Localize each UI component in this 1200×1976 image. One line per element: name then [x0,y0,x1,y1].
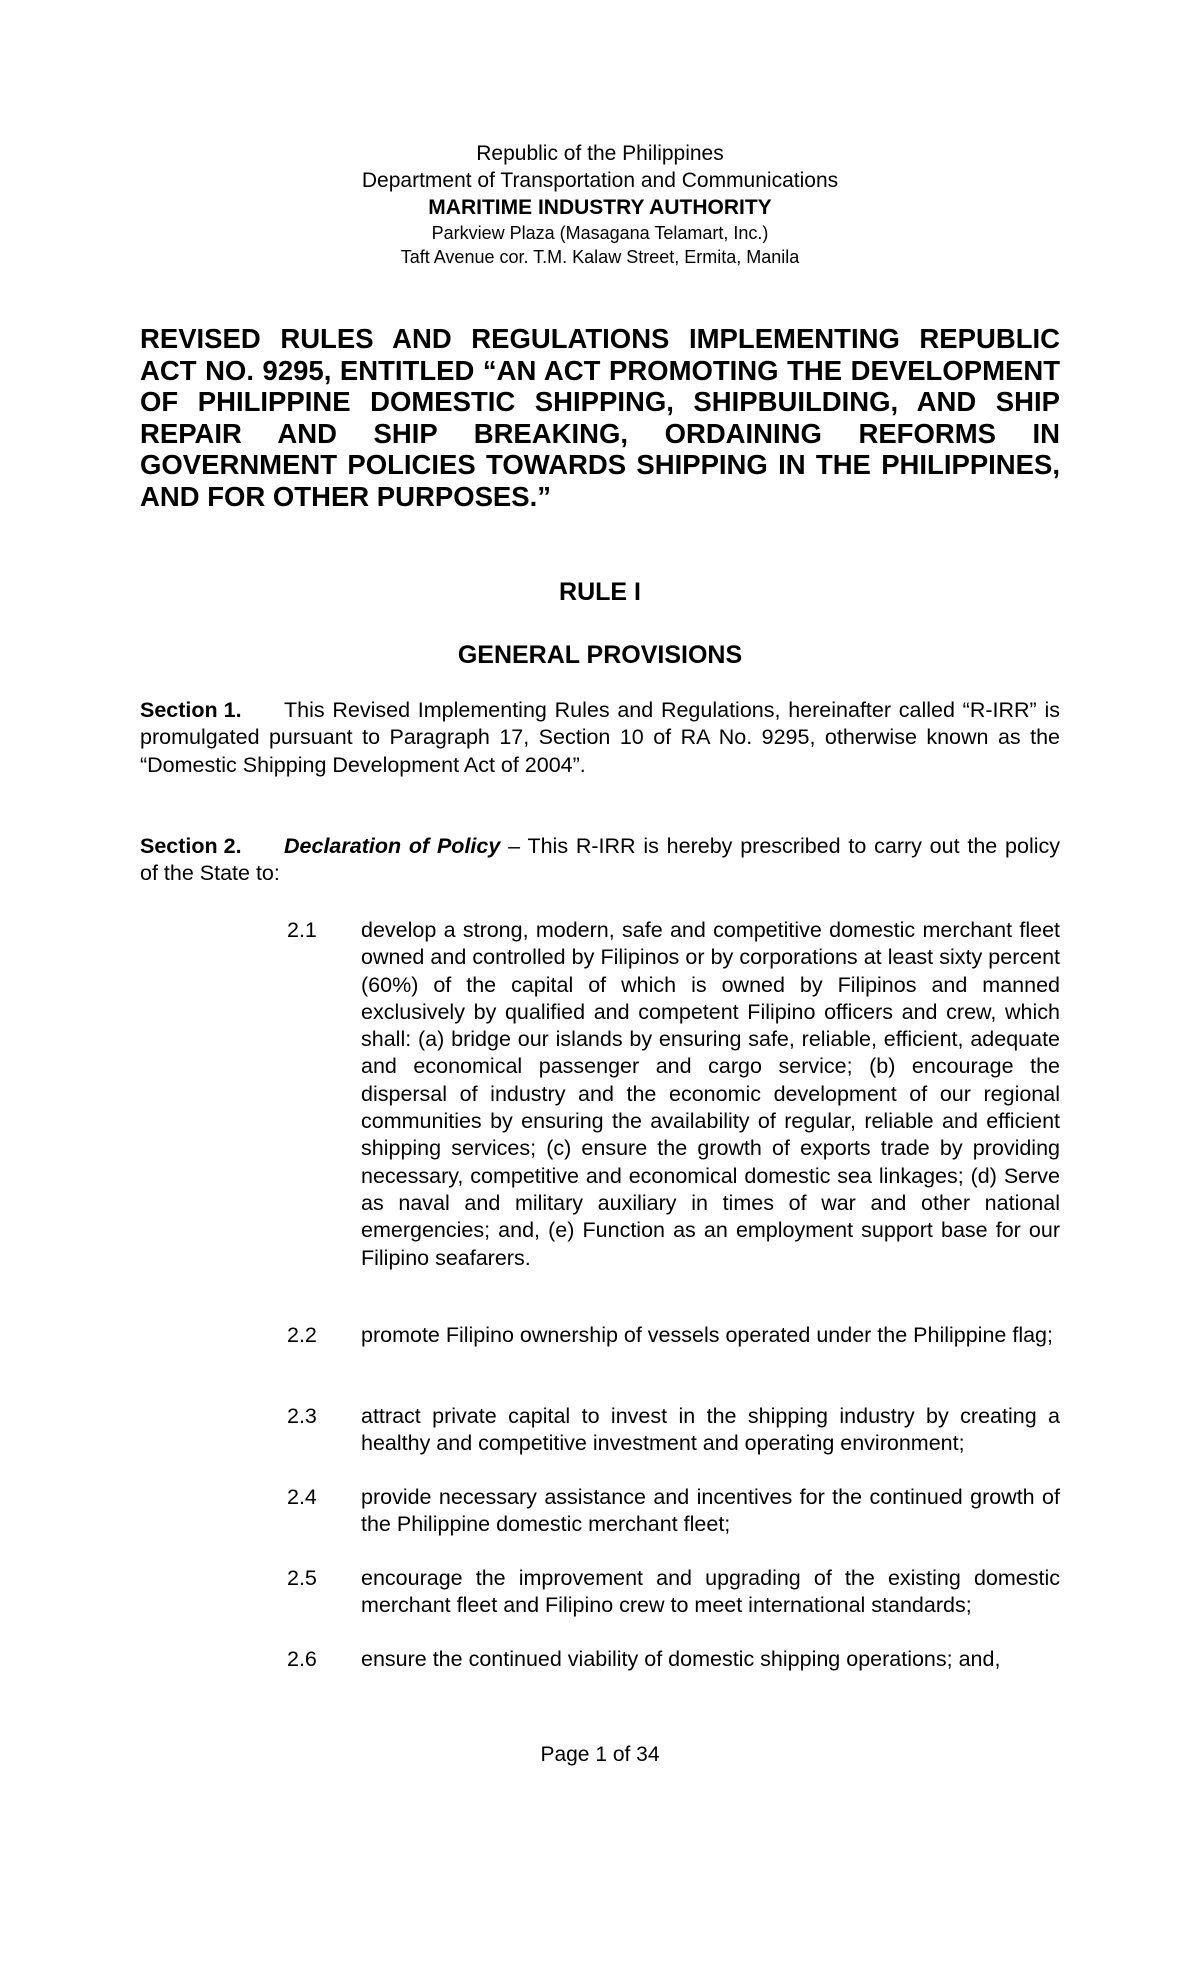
document-title: REVISED RULES AND REGULATIONS IMPLEMENTING REPUBLIC ACT NO. 9295, ENTITLED “AN ACT PROMOTING THE DEVELOPMENT OF PHILIPPINE DOMESTIC SHIPPING, SHIPBUILDING, AND SHIP REPAIR AND SHIP BREAKING, ORDAINING REFORMS IN GOVERNMENT POLICIES TOWARDS SHIPPING IN THE PHILIPPINES, AND FOR OTHER PURPOSES.” [140,323,1060,512]
letterhead-address-2: Taft Avenue cor. T.M. Kalaw Street, Ermita, Manila [400,247,800,267]
policy-item-number: 2.3 [287,1404,317,1428]
page-number: Page 1 of 34 [540,1743,660,1766]
section-1-text: This Revised Implementing Rules and Regulations, hereinafter called “R-IRR” is promulgated pursuant to Paragraph 17, Section 10 of RA No. 9295, otherwise known as the “Domestic Shipping Development Act of 2004”. [140,698,1060,777]
letterhead-republic: Republic of the Philippines [476,142,724,165]
policy-item-2-3 [287,1403,1060,1458]
letterhead [0,140,1200,269]
policy-item-number: 2.5 [287,1566,317,1590]
letterhead-address-1: Parkview Plaza (Masagana Telamart, Inc.) [431,223,769,243]
section-1 [140,697,1060,779]
policy-item-2-4 [287,1484,1060,1539]
policy-item-2-1 [287,917,1060,1272]
policy-item-text: promote Filipino ownership of vessels operated under the Philippine flag; [361,1323,1053,1347]
policy-item-text: provide necessary assistance and incentives for the continued growth of the Philippine domestic merchant fleet; [361,1485,1060,1537]
policy-item-2-2 [287,1322,1060,1349]
policy-item-2-5 [287,1565,1060,1620]
policy-item-text: encourage the improvement and upgrading of the existing domestic merchant fleet and Filipino crew to meet international standards; [361,1566,1060,1618]
section-2-title: Declaration of Policy [284,834,501,858]
policy-item-number: 2.4 [287,1485,317,1509]
policy-item-text: develop a strong, modern, safe and competitive domestic merchant fleet owned and controlled by Filipinos or by corporations at least sixty percent (60%) of the capital of which is owned by Filipinos and manned exclusively by qualified and competent Filipino officers and crew, which shall: (a) bridge our islands by ensuring safe, reliable, efficient, adequate and economical passenger and cargo service; (b) encourage the dispersal of industry and the economic development of our regional communities by ensuring the availability of regular, reliable and efficient shipping services; (c) ensure the growth of exports trade by providing necessary, competitive and economical domestic sea linkages; (d) Serve as naval and military auxiliary in times of war and other national emergencies; and, (e) Function as an employment support base for our Filipino seafarers. [361,918,1060,1270]
section-2 [140,833,1060,888]
section-2-label: Section 2. [140,834,242,858]
policy-item-number: 2.2 [287,1323,317,1347]
section-1-label: Section 1. [140,698,242,722]
policy-item-text: ensure the continued viability of domestic shipping operations; and, [361,1647,1001,1671]
rule-number: RULE I [559,578,641,606]
policy-item-2-6 [287,1646,1060,1673]
rule-name: GENERAL PROVISIONS [457,641,743,669]
policy-item-number: 2.1 [287,918,317,942]
letterhead-agency: MARITIME INDUSTRY AUTHORITY [428,196,772,219]
section-2-intro-text: – This R-IRR is hereby prescribed to carry out the policy of the State to: [140,834,1060,886]
policy-item-text: attract private capital to invest in the shipping industry by creating a healthy and competitive investment and operating environment; [361,1404,1060,1456]
policy-item-number: 2.6 [287,1647,317,1671]
letterhead-department: Department of Transportation and Communications [361,169,839,192]
